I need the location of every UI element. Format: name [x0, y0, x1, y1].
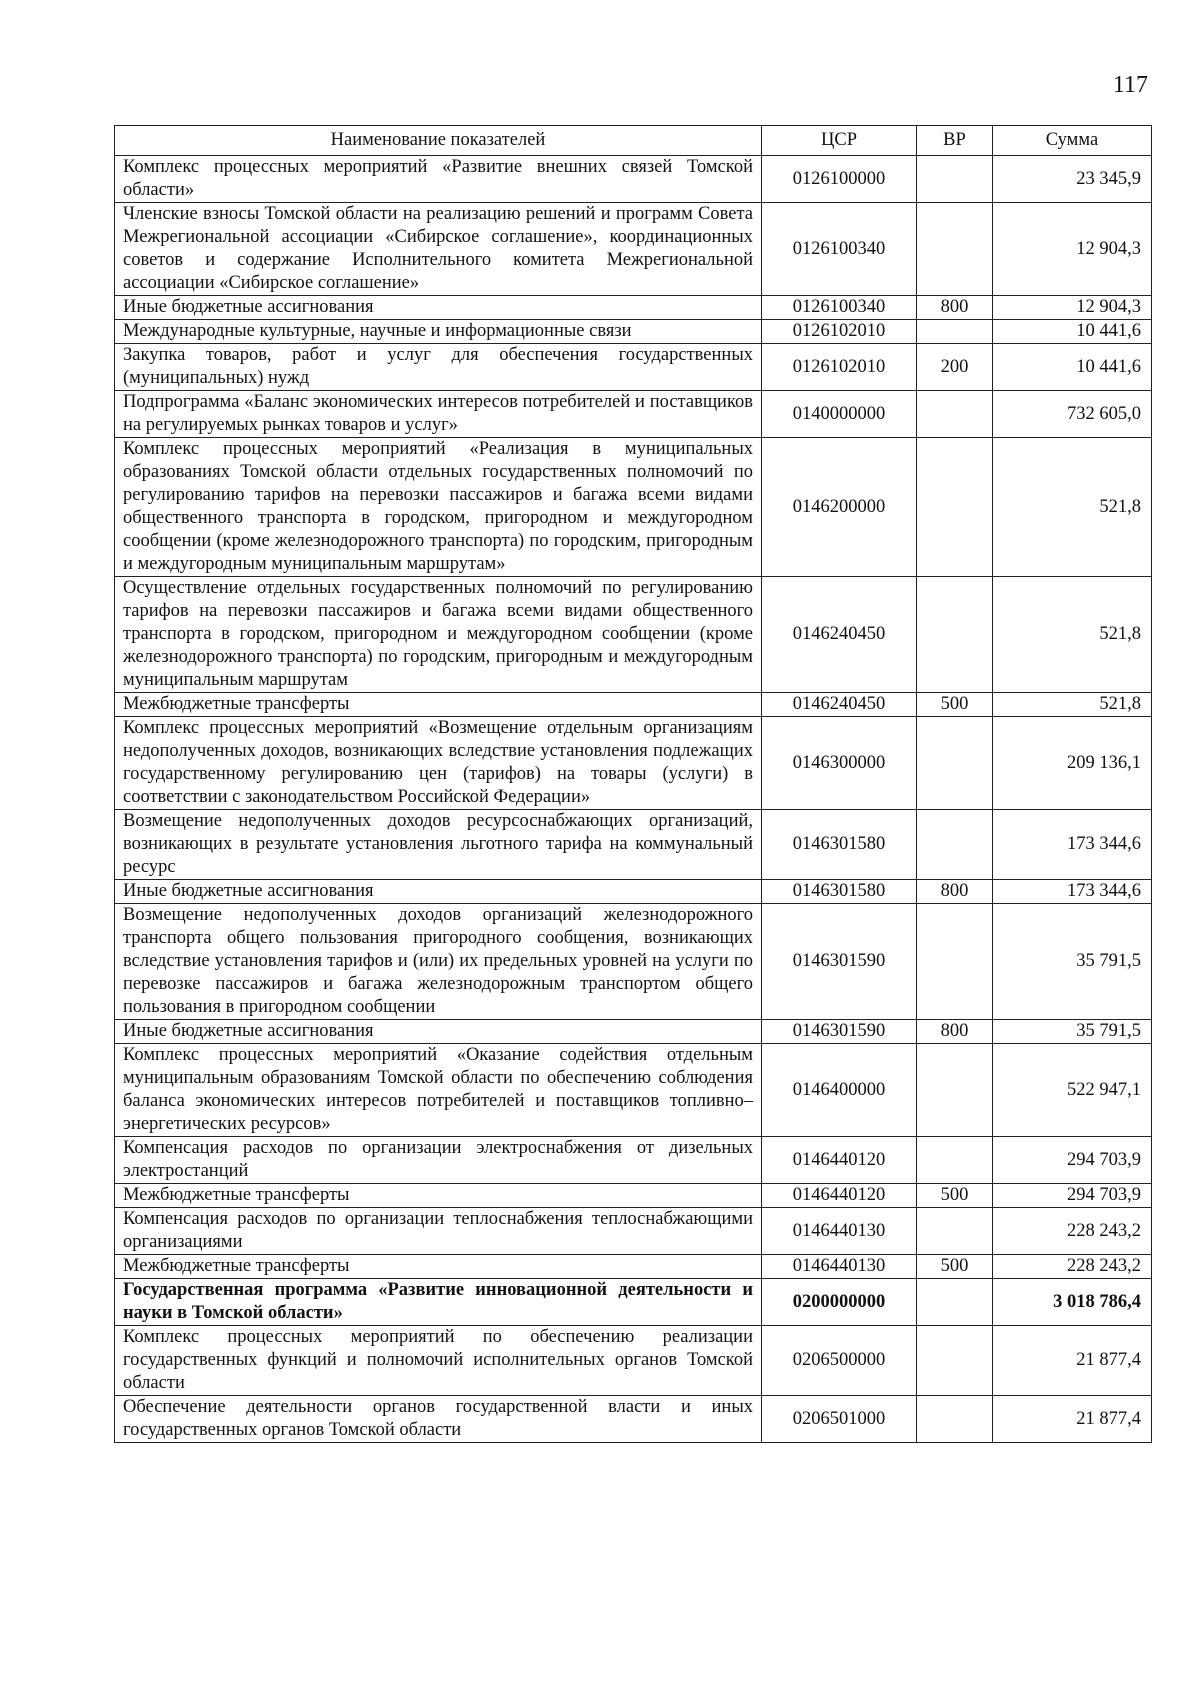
row-csr: 0126100000	[762, 156, 917, 203]
row-csr: 0146240450	[762, 577, 917, 693]
row-csr: 0126100340	[762, 296, 917, 320]
row-vr: 800	[917, 296, 993, 320]
row-csr: 0146400000	[762, 1044, 917, 1137]
row-sum: 35 791,5	[993, 1020, 1152, 1044]
table-row	[115, 577, 1152, 693]
row-name: Компенсация расходов по организации электроснабжения от дизельных электростанций	[115, 1137, 762, 1184]
table-row	[115, 1044, 1152, 1137]
row-name: Международные культурные, научные и информационные связи	[115, 320, 762, 344]
row-vr: 200	[917, 344, 993, 391]
row-name: Комплекс процессных мероприятий по обеспечению реализации государственных функций и полномочий исполнительных органов Томской области	[115, 1326, 762, 1396]
table-row	[115, 717, 1152, 810]
row-sum: 521,8	[993, 693, 1152, 717]
row-vr: 500	[917, 693, 993, 717]
row-sum: 21 877,4	[993, 1396, 1152, 1443]
row-sum: 10 441,6	[993, 320, 1152, 344]
row-vr: 800	[917, 1020, 993, 1044]
row-sum: 522 947,1	[993, 1044, 1152, 1137]
row-sum: 173 344,6	[993, 880, 1152, 904]
row-csr: 0146200000	[762, 438, 917, 577]
row-sum: 12 904,3	[993, 203, 1152, 296]
row-vr	[917, 904, 993, 1020]
row-name: Межбюджетные трансферты	[115, 1255, 762, 1279]
row-name: Государственная программа «Развитие инновационной деятельности и науки в Томской области»	[115, 1279, 762, 1326]
row-name: Иные бюджетные ассигнования	[115, 1020, 762, 1044]
row-csr: 0146440120	[762, 1184, 917, 1208]
row-name: Членские взносы Томской области на реализацию решений и программ Совета Межрегиональной ассоциации «Сибирское соглашение», координационных советов и содержание Исполнительного комитета Межрегиональной ассоциации «Сибирское соглашение»	[115, 203, 762, 296]
row-name: Межбюджетные трансферты	[115, 693, 762, 717]
header-csr: ЦСР	[762, 126, 917, 156]
table-row	[115, 1137, 1152, 1184]
row-csr: 0146301590	[762, 904, 917, 1020]
table-row	[115, 391, 1152, 438]
header-name: Наименование показателей	[115, 126, 762, 156]
row-sum: 12 904,3	[993, 296, 1152, 320]
row-sum: 294 703,9	[993, 1137, 1152, 1184]
table-row	[115, 320, 1152, 344]
table-row	[115, 1326, 1152, 1396]
table-row	[115, 344, 1152, 391]
row-name: Комплекс процессных мероприятий «Развитие внешних связей Томской области»	[115, 156, 762, 203]
table-row	[115, 693, 1152, 717]
table-row	[115, 203, 1152, 296]
row-vr	[917, 1396, 993, 1443]
table-row	[115, 156, 1152, 203]
row-csr: 0146301580	[762, 810, 917, 880]
header-vr: ВР	[917, 126, 993, 156]
table-row	[115, 1396, 1152, 1443]
row-csr: 0146240450	[762, 693, 917, 717]
row-name: Возмещение недополученных доходов организаций железнодорожного транспорта общего пользования пригородного сообщения, возникающих вследствие установления тарифов и (или) их предельных уровней на услуги по перевозке пассажиров и багажа железнодорожным транспортом общего пользования в пригородном сообщении	[115, 904, 762, 1020]
row-csr: 0146440130	[762, 1255, 917, 1279]
row-vr	[917, 1137, 993, 1184]
row-vr	[917, 320, 993, 344]
row-csr: 0146440130	[762, 1208, 917, 1255]
row-sum: 21 877,4	[993, 1326, 1152, 1396]
header-sum: Сумма	[993, 126, 1152, 156]
row-name: Возмещение недополученных доходов ресурсоснабжающих организаций, возникающих в результате установления льготного тарифа на коммунальный ресурс	[115, 810, 762, 880]
row-sum: 732 605,0	[993, 391, 1152, 438]
table-row	[115, 880, 1152, 904]
row-vr: 800	[917, 880, 993, 904]
row-vr	[917, 391, 993, 438]
table-row	[115, 1184, 1152, 1208]
row-csr: 0140000000	[762, 391, 917, 438]
row-sum: 209 136,1	[993, 717, 1152, 810]
page-number: 117	[1112, 72, 1148, 98]
table-row	[115, 438, 1152, 577]
row-name: Иные бюджетные ассигнования	[115, 880, 762, 904]
row-vr	[917, 203, 993, 296]
row-sum: 173 344,6	[993, 810, 1152, 880]
table-header-row	[115, 126, 1152, 156]
row-vr: 500	[917, 1184, 993, 1208]
row-csr: 0126100340	[762, 203, 917, 296]
row-csr: 0146301580	[762, 880, 917, 904]
row-vr	[917, 577, 993, 693]
row-name: Комплекс процессных мероприятий «Возмещение отдельным организациям недополученных доходов, возникающих вследствие установления подлежащих государственному регулированию цен (тарифов) на товары (услуги) в соответствии с законодательством Российской Федерации»	[115, 717, 762, 810]
row-vr	[917, 438, 993, 577]
row-sum: 228 243,2	[993, 1208, 1152, 1255]
row-csr: 0126102010	[762, 320, 917, 344]
row-sum: 10 441,6	[993, 344, 1152, 391]
row-vr	[917, 1044, 993, 1137]
row-sum: 228 243,2	[993, 1255, 1152, 1279]
row-vr	[917, 1208, 993, 1255]
row-name: Обеспечение деятельности органов государственной власти и иных государственных органов Томской области	[115, 1396, 762, 1443]
table-row	[115, 1255, 1152, 1279]
row-sum: 23 345,9	[993, 156, 1152, 203]
row-csr: 0206501000	[762, 1396, 917, 1443]
row-name: Подпрограмма «Баланс экономических интересов потребителей и поставщиков на регулируемых рынках товаров и услуг»	[115, 391, 762, 438]
row-vr	[917, 810, 993, 880]
row-sum: 294 703,9	[993, 1184, 1152, 1208]
row-csr: 0126102010	[762, 344, 917, 391]
table-row	[115, 904, 1152, 1020]
table-row	[115, 1208, 1152, 1255]
row-sum: 3 018 786,4	[993, 1279, 1152, 1326]
row-vr	[917, 156, 993, 203]
row-name: Осуществление отдельных государственных полномочий по регулированию тарифов на перевозки пассажиров и багажа всеми видами общественного транспорта в городском, пригородном и междугородном сообщении (кроме железнодорожного транспорта) по городским, пригородным и междугородным муниципальным маршрутам	[115, 577, 762, 693]
row-vr	[917, 717, 993, 810]
row-vr	[917, 1326, 993, 1396]
row-csr: 0146440120	[762, 1137, 917, 1184]
row-name: Иные бюджетные ассигнования	[115, 296, 762, 320]
row-csr: 0146301590	[762, 1020, 917, 1044]
row-vr: 500	[917, 1255, 993, 1279]
table-row	[115, 1020, 1152, 1044]
row-name: Межбюджетные трансферты	[115, 1184, 762, 1208]
row-name: Компенсация расходов по организации теплоснабжения теплоснабжающими организациями	[115, 1208, 762, 1255]
table-body	[115, 156, 1152, 1443]
row-csr: 0206500000	[762, 1326, 917, 1396]
budget-table	[114, 125, 1152, 1443]
row-csr: 0200000000	[762, 1279, 917, 1326]
row-name: Комплекс процессных мероприятий «Оказание содействия отдельным муниципальным образованиям Томской области по обеспечению соблюдения баланса экономических интересов потребителей и поставщиков топливно–энергетических ресурсов»	[115, 1044, 762, 1137]
row-vr	[917, 1279, 993, 1326]
row-name: Закупка товаров, работ и услуг для обеспечения государственных (муниципальных) нужд	[115, 344, 762, 391]
row-name: Комплекс процессных мероприятий «Реализация в муниципальных образованиях Томской области отдельных государственных полномочий по регулированию тарифов на перевозки пассажиров и багажа всеми видами общественного транспорта в городском, пригородном и междугородном сообщении (кроме железнодорожного транспорта) по городским, пригородным и междугородным муниципальным маршрутам»	[115, 438, 762, 577]
row-sum: 521,8	[993, 577, 1152, 693]
row-sum: 35 791,5	[993, 904, 1152, 1020]
table-row	[115, 810, 1152, 880]
table-row	[115, 1279, 1152, 1326]
table-row	[115, 296, 1152, 320]
row-csr: 0146300000	[762, 717, 917, 810]
row-sum: 521,8	[993, 438, 1152, 577]
